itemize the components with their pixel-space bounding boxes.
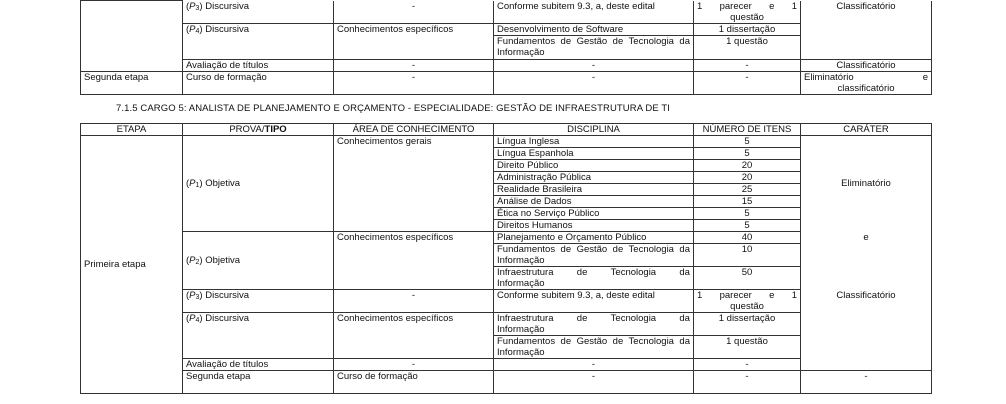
disciplina-cell: Planejamento e Orçamento Público (494, 232, 694, 244)
itens-cell: 5 (694, 208, 801, 220)
disciplina-cell: Desenvolvimento de Software (494, 24, 694, 36)
etapa-cell: Segunda etapa (81, 72, 183, 95)
itens-cell: 20 (694, 172, 801, 184)
area-cell: Conhecimentos específicos (334, 24, 494, 60)
carater-cell: Classificatório (801, 60, 932, 72)
prova-p3-cell: $(P_3)$ Discursiva (183, 290, 334, 313)
disciplina-cell: Língua Inglesa (494, 136, 694, 148)
carater-cell: Classificatório (801, 1, 932, 60)
header-itens: NÚMERO DE ITENS (694, 124, 801, 136)
disciplina-cell: Ética no Serviço Público (494, 208, 694, 220)
itens-cell: - (694, 72, 801, 95)
prova-p2-cell: $(P_2)$ Objetiva (183, 232, 334, 290)
itens-cell: 1 parecer e 1 questão (694, 290, 801, 313)
etapa-primeira-cell: Primeira etapa (81, 136, 183, 394)
itens-cell: 40 (694, 232, 801, 244)
itens-cell: - (694, 60, 801, 72)
disciplina-cell: Direito Público (494, 160, 694, 172)
previous-cargo-table (80, 0, 932, 95)
itens-cell: 1 dissertação (694, 24, 801, 36)
header-prova: PROVA/TIPO (183, 124, 334, 136)
carater-e-cell: e (801, 232, 932, 290)
itens-cell: 15 (694, 196, 801, 208)
area-cell: - (334, 359, 494, 371)
area-cell: - (334, 1, 494, 24)
itens-cell: 10 (694, 244, 801, 267)
prova-curso-cell: Curso de formação (334, 371, 494, 394)
area-especificos-cell: Conhecimentos específicos (334, 232, 494, 290)
itens-cell: 50 (694, 267, 801, 290)
itens-cell: 25 (694, 184, 801, 196)
header-area: ÁREA DE CONHECIMENTO (334, 124, 494, 136)
itens-cell: - (694, 359, 801, 371)
itens-cell: 5 (694, 220, 801, 232)
disciplina-cell: Análise de Dados (494, 196, 694, 208)
disciplina-cell: Fundamentos de Gestão de Tecnologia da Informação (494, 244, 694, 267)
disciplina-cell: Realidade Brasileira (494, 184, 694, 196)
prova-titulos-cell: Avaliação de títulos (183, 60, 334, 72)
disciplina-cell: Língua Espanhola (494, 148, 694, 160)
disciplina-cell: - (494, 60, 694, 72)
itens-cell: 1 questão (694, 36, 801, 60)
itens-cell: 5 (694, 148, 801, 160)
prova-curso-cell: Curso de formação (183, 72, 334, 95)
area-cell: - (334, 290, 494, 313)
disciplina-cell: Administração Pública (494, 172, 694, 184)
header-disciplina: DISCIPLINA (494, 124, 694, 136)
cargo-5-table (80, 123, 932, 394)
prova-titulos-cell: Avaliação de títulos (183, 359, 334, 371)
header-etapa: ETAPA (81, 124, 183, 136)
carater-cell: Eliminatório e classificatório (801, 72, 932, 95)
carater-classificatorio-cell: Classificatório (801, 290, 932, 371)
disciplina-cell: Infraestrutura de Tecnologia da Informação (494, 313, 694, 336)
section-heading: 7.1.5 CARGO 5: ANALISTA DE PLANEJAMENTO E ORÇAMENTO - ESPECIALIDADE: GESTÃO DE INFRAESTRUTURA DE TI (116, 103, 670, 114)
disciplina-cell: - (694, 371, 801, 394)
disciplina-cell: - (494, 72, 694, 95)
itens-cell: 1 questão (694, 336, 801, 359)
disciplina-cell: Fundamentos de Gestão de Tecnologia da Informação (494, 36, 694, 60)
itens-cell: - (801, 371, 932, 394)
area-gerais-cell: Conhecimentos gerais (334, 136, 494, 232)
disciplina-cell: Fundamentos de Gestão de Tecnologia da Informação (494, 336, 694, 359)
area-cell: - (334, 60, 494, 72)
disciplina-cell: Infraestrutura de Tecnologia da Informação (494, 267, 694, 290)
etapa-cell-blank (81, 1, 183, 72)
prova-p4-cell: $(P_4)$ Discursiva (183, 24, 334, 60)
carater-eliminatorio-cell: Eliminatório (801, 136, 932, 232)
etapa-segunda-cell: Segunda etapa (183, 371, 334, 394)
area-cell: - (494, 371, 694, 394)
itens-cell: 5 (694, 136, 801, 148)
disciplina-cell: Conforme subitem 9.3, a, deste edital (494, 290, 694, 313)
prova-p4-cell: $(P_4)$ Discursiva (183, 313, 334, 359)
disciplina-cell: Direitos Humanos (494, 220, 694, 232)
itens-cell: 20 (694, 160, 801, 172)
prova-p1-cell: $(P_1)$ Objetiva (183, 136, 334, 232)
itens-cell: 1 parecer e 1 questão (694, 1, 801, 24)
area-especificos-cell: Conhecimentos específicos (334, 313, 494, 359)
disciplina-cell: Conforme subitem 9.3, a, deste edital (494, 1, 694, 24)
header-carater: CARÁTER (801, 124, 932, 136)
area-cell: - (334, 72, 494, 95)
disciplina-cell: - (494, 359, 694, 371)
prova-p3-cell: $(P_3)$ Discursiva (183, 1, 334, 24)
itens-cell: 1 dissertação (694, 313, 801, 336)
